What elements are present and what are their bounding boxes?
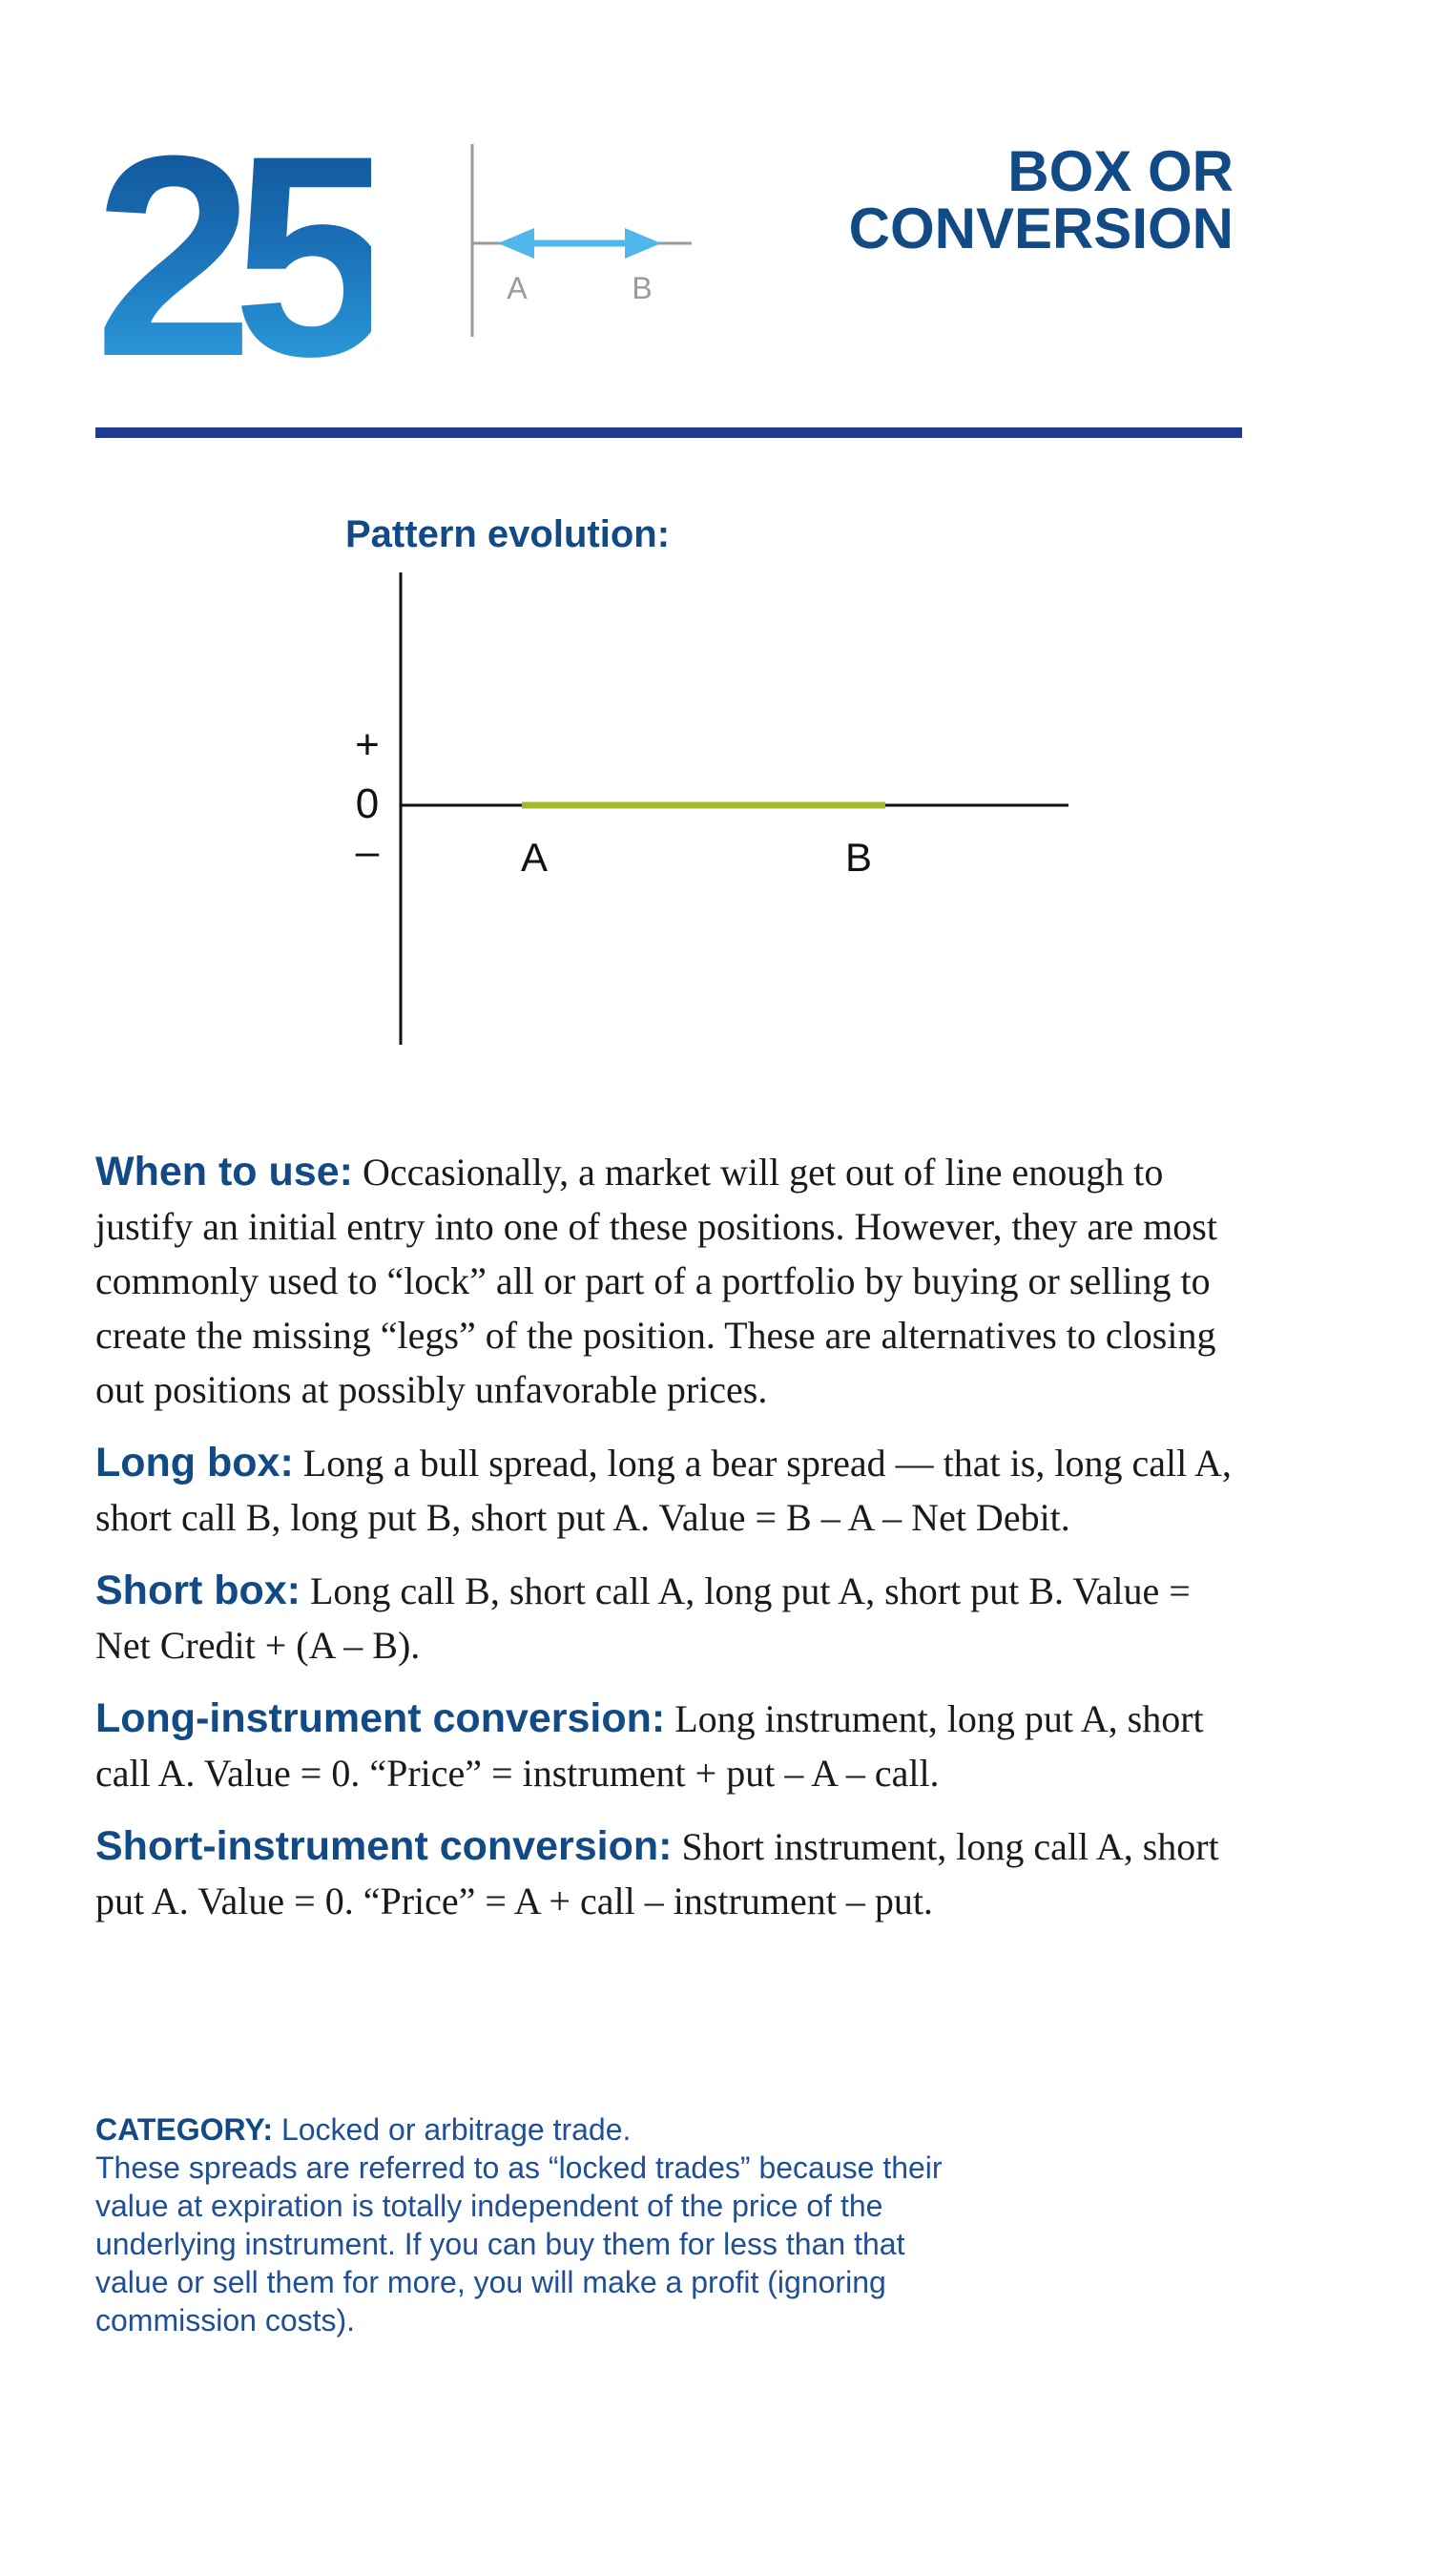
short-conversion-paragraph bbox=[95, 1819, 1250, 1928]
strike-range-diagram bbox=[448, 138, 696, 348]
short-conversion-heading: Short-instrument conversion: bbox=[95, 1823, 673, 1869]
y-tick-zero: 0 bbox=[355, 780, 380, 827]
long-conversion-paragraph bbox=[95, 1692, 1250, 1800]
when-to-use-text: Occasionally, a market will get out of line enough to justify an initial entry into one of these positions. However, they are most commonly used to “lock” all or part of a portfolio by buying or selling to create the missing “legs” of the position. These are alternatives to closing out positions at possibly unfavorable prices. bbox=[95, 1151, 1217, 1411]
strategy-title bbox=[848, 139, 1234, 260]
category-value: Locked or arbitrage trade. bbox=[273, 2112, 632, 2147]
title-line-2: CONVERSION bbox=[848, 197, 1234, 260]
x-label-a: A bbox=[520, 835, 549, 880]
y-tick-plus: + bbox=[355, 721, 380, 768]
category-line bbox=[95, 2110, 954, 2149]
long-box-text: Long a bull spread, long a bear spread — that is, long call A, short call B, long put B, short put A. Value = B – A – Net Debit. bbox=[95, 1442, 1232, 1539]
header-label-a: A bbox=[507, 271, 528, 305]
short-box-paragraph bbox=[95, 1564, 1250, 1672]
pattern-evolution-chart bbox=[324, 568, 1088, 1054]
long-box-paragraph bbox=[95, 1436, 1250, 1545]
long-box-heading: Long box: bbox=[95, 1440, 294, 1485]
long-conversion-text: Long instrument, long put A, short call A. Value = 0. “Price” = instrument + put – A – call. bbox=[95, 1697, 1204, 1795]
category-label: CATEGORY: bbox=[95, 2112, 274, 2147]
pattern-evolution-title: Pattern evolution: bbox=[345, 513, 671, 555]
long-conversion-heading: Long-instrument conversion: bbox=[95, 1695, 666, 1741]
strategy-description bbox=[95, 1145, 1250, 1947]
title-line-1: BOX OR bbox=[1007, 139, 1234, 203]
short-conversion-text: Short instrument, long call A, short put A. Value = 0. “Price” = A + call – instrument – put. bbox=[95, 1825, 1219, 1922]
x-label-b: B bbox=[844, 835, 873, 880]
category-description: These spreads are referred to as “locked trades” because their value at expiration is totally independent of the price of the underlying instrument. If you can buy them for less than that value or sell them for more, you will make a profit (ignoring commission costs). bbox=[95, 2150, 943, 2337]
arrow-left-icon bbox=[498, 228, 534, 259]
page-number: 25 bbox=[94, 95, 371, 416]
section-divider bbox=[95, 427, 1242, 438]
when-to-use-paragraph bbox=[95, 1145, 1250, 1417]
header-label-b: B bbox=[632, 271, 653, 305]
arrow-right-icon bbox=[625, 228, 661, 259]
category-block bbox=[95, 2110, 954, 2339]
when-to-use-heading: When to use: bbox=[95, 1149, 353, 1195]
y-tick-minus: – bbox=[355, 828, 380, 875]
short-box-heading: Short box: bbox=[95, 1568, 301, 1613]
short-box-text: Long call B, short call A, long put A, short put B. Value = Net Credit + (A – B). bbox=[95, 1569, 1191, 1667]
